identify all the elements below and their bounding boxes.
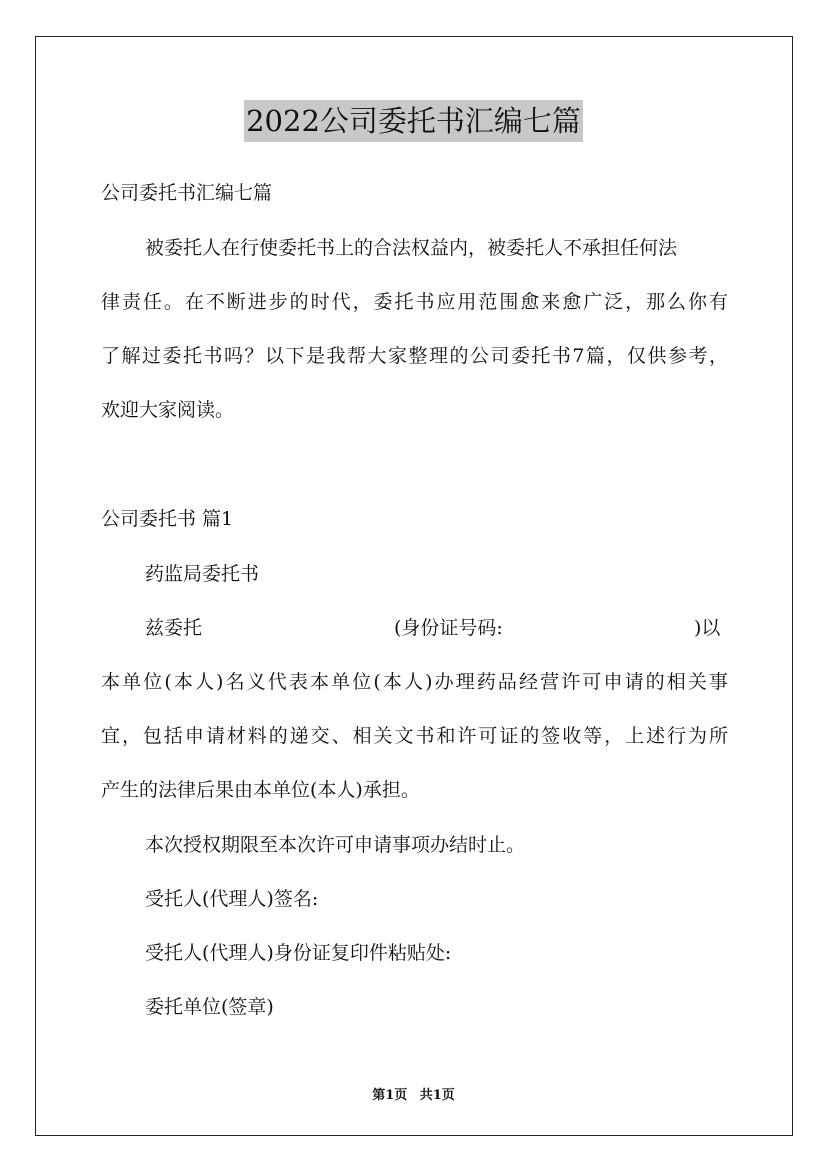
intro-line-3: 了解过委托书吗？以下是我帮大家整理的公司委托书7篇，仅供参考，: [101, 345, 728, 367]
body-line-3: 宜，包括申请材料的递交、相关文书和许可证的签收等，上述行为所: [101, 725, 728, 747]
intro-line-2: 律责任。在不断进步的时代，委托书应用范围愈来愈广泛，那么你有: [101, 291, 728, 313]
title-container: [0, 100, 827, 142]
entrusting-unit-label: 委托单位(签章): [145, 996, 274, 1018]
intro-line-1: 被委托人在行使委托书上的合法权益内，被委托人不承担任何法: [145, 237, 678, 259]
document-subtitle: 公司委托书汇编七篇: [101, 182, 273, 204]
authorization-period: 本次授权期限至本次许可申请事项办结时止。: [145, 834, 526, 856]
document-title: 2022公司委托书汇编七篇: [244, 100, 583, 142]
id-number-suffix: )以: [694, 617, 721, 639]
page-footer: [0, 1084, 827, 1103]
entrust-prefix: 兹委托: [145, 617, 203, 639]
body-line-2: 本单位(本人)名义代表本单位(本人)办理药品经营许可申请的相关事: [101, 671, 728, 693]
agent-id-copy-label: 受托人(代理人)身份证复印件粘贴处:: [145, 942, 452, 964]
id-number-label: (身份证号码:: [394, 617, 503, 639]
agent-signature-label: 受托人(代理人)签名:: [145, 888, 319, 910]
page-number-current: 第1页: [372, 1088, 408, 1103]
body-line-4: 产生的法律后果由本单位(本人)承担。: [101, 779, 420, 801]
intro-line-4: 欢迎大家阅读。: [101, 399, 235, 421]
section-doc-title: 药监局委托书: [145, 563, 260, 585]
section-heading: 公司委托书 篇1: [101, 508, 234, 530]
page-number-total: 共1页: [419, 1088, 455, 1103]
